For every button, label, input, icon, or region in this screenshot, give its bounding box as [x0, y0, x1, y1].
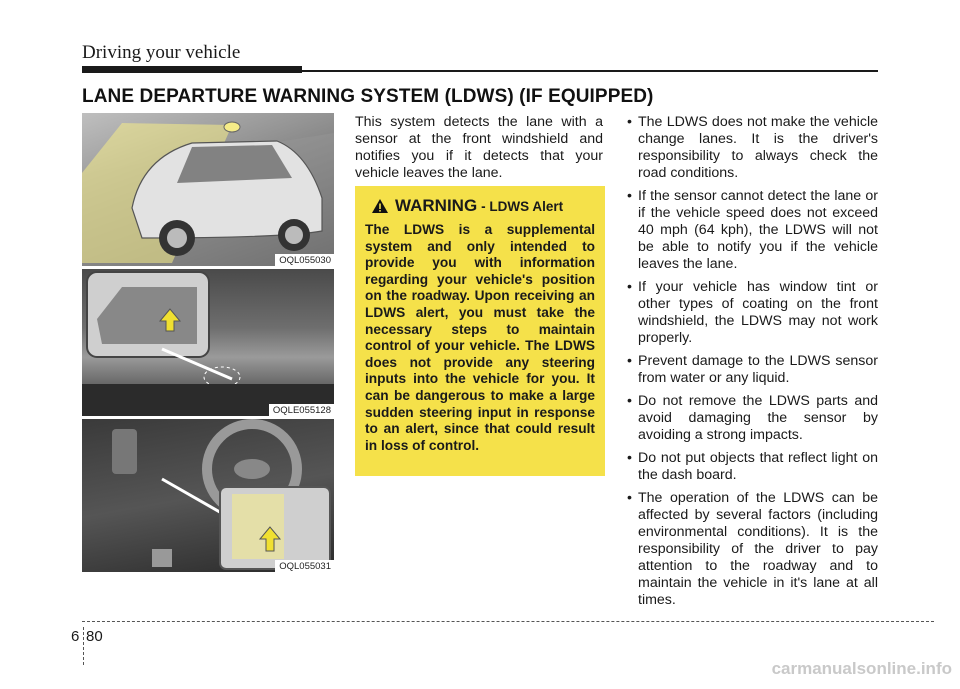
- page-number-divider: [83, 627, 84, 665]
- chapter-number: 6: [71, 628, 80, 645]
- figure-code: OQL055031: [275, 560, 334, 572]
- footer-rule: [82, 621, 934, 622]
- page-header-title: Driving your vehicle: [82, 42, 241, 63]
- warning-subtitle: - LDWS Alert: [481, 198, 564, 214]
- warning-text: The LDWS is a supplemental system and only intended to provide you with information regarding your vehicle's position on the roadway. Upon receiving an LDWS alert, you must take the necessary steps to maintain control of your vehicle. The LDWS does not provide any steering inputs into the vehicle for you. It can be dangerous to make a large sudden steering input in response to an alert, since that could result in loss of control.: [365, 222, 595, 453]
- section-title: LANE DEPARTURE WARNING SYSTEM (LDWS) (IF EQUIPPED): [82, 86, 654, 107]
- sensor-closeup-illustration: [82, 269, 334, 416]
- warning-box: [355, 186, 605, 476]
- dashboard-illustration: [82, 419, 334, 572]
- bullet-list: [626, 114, 878, 615]
- bullet-item: • If the sensor cannot detect the lane or if the vehicle speed does not exceed 40 mph (64 kph), the LDWS will not be able to notify you if the vehicle leaves the lane.: [626, 188, 878, 273]
- windshield-sensor-image: [82, 269, 334, 416]
- bullet-item: • If your vehicle has window tint or other types of coating on the front windshield, the LDWS may not work properly.: [626, 279, 878, 347]
- header-rule-thin: [302, 70, 878, 72]
- header-rule-thick: [82, 66, 302, 73]
- warning-label: WARNING: [395, 196, 478, 215]
- car-sensor-image: [82, 113, 334, 266]
- bullet-item: • The operation of the LDWS can be affected by several factors (including environmental conditions). It is the responsibility of the driver to pay attention to the roadway and to maintain the vehicle in it's lane at all times.: [626, 490, 878, 609]
- page-number: 80: [86, 628, 103, 645]
- bullet-item: • The LDWS does not make the vehicle change lanes. It is the driver's responsibility to always check the road conditions.: [626, 114, 878, 182]
- figure-code: OQLE055128: [269, 404, 334, 416]
- intro-paragraph: This system detects the lane with a sensor at the front windshield and notifies you if it detects that your vehicle leaves the lane.: [355, 114, 603, 181]
- dashboard-switch-image: [82, 419, 334, 572]
- bullet-item: • Do not put objects that reflect light on the dash board.: [626, 450, 878, 484]
- bullet-item: • Prevent damage to the LDWS sensor from water or any liquid.: [626, 353, 878, 387]
- warning-header: [371, 196, 595, 216]
- car-illustration: [82, 113, 334, 266]
- bullet-item: • Do not remove the LDWS parts and avoid damaging the sensor by avoiding a strong impacts.: [626, 393, 878, 444]
- figure-code: OQL055030: [275, 254, 334, 266]
- watermark: carmanualsonline.info: [771, 659, 952, 678]
- warning-triangle-icon: [371, 198, 389, 214]
